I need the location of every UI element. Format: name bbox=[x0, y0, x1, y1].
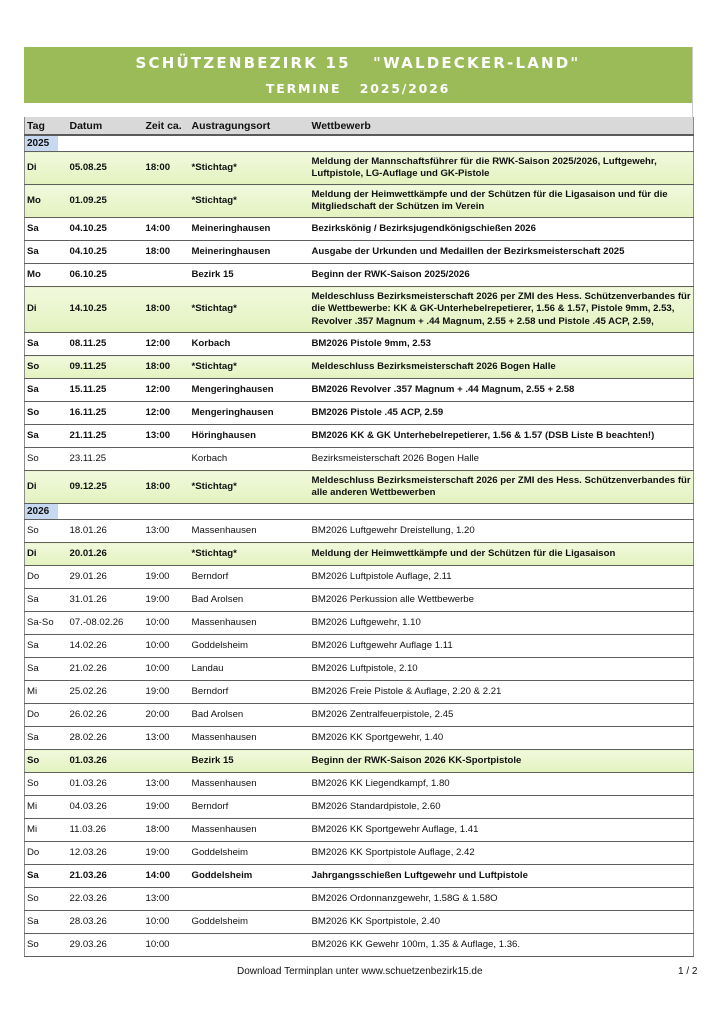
cell-wettbewerb: BM2026 Luftpistole Auflage, 2.11 bbox=[310, 566, 694, 589]
year-row-2026 bbox=[25, 504, 694, 520]
column-header-ort: Austragungsort bbox=[188, 117, 310, 135]
cell-tag: Mo bbox=[25, 185, 60, 218]
table-row bbox=[25, 566, 694, 589]
table-row bbox=[25, 796, 694, 819]
cell-zeit: 13:00 bbox=[142, 888, 188, 911]
cell-datum: 01.03.26 bbox=[60, 750, 142, 773]
cell-ort: *Stichtag* bbox=[188, 543, 310, 566]
table-row bbox=[25, 888, 694, 911]
table-row bbox=[25, 865, 694, 888]
cell-zeit: 13:00 bbox=[142, 727, 188, 750]
cell-tag: Sa bbox=[25, 589, 60, 612]
cell-datum: 21.03.26 bbox=[60, 865, 142, 888]
cell-datum: 09.12.25 bbox=[60, 471, 142, 504]
cell-datum: 08.11.25 bbox=[60, 333, 142, 356]
table-row bbox=[25, 218, 694, 241]
table-row bbox=[25, 681, 694, 704]
cell-tag: Sa-So bbox=[25, 612, 60, 635]
cell-wettbewerb: BM2026 Revolver .357 Magnum + .44 Magnum, 2.55 + 2.58 bbox=[310, 379, 694, 402]
cell-tag: Sa bbox=[25, 333, 60, 356]
table-row bbox=[25, 704, 694, 727]
cell-wettbewerb: Bezirkskönig / Bezirksjugendkönigschießen 2026 bbox=[310, 218, 694, 241]
cell-tag: Di bbox=[25, 287, 60, 333]
cell-ort: *Stichtag* bbox=[188, 185, 310, 218]
cell-ort: *Stichtag* bbox=[188, 471, 310, 504]
cell-datum: 21.11.25 bbox=[60, 425, 142, 448]
cell-wettbewerb: BM2026 Luftgewehr Dreistellung, 1.20 bbox=[310, 520, 694, 543]
cell-tag: So bbox=[25, 520, 60, 543]
cell-tag: Sa bbox=[25, 425, 60, 448]
cell-zeit: 19:00 bbox=[142, 566, 188, 589]
table-row bbox=[25, 264, 694, 287]
cell-datum: 14.02.26 bbox=[60, 635, 142, 658]
cell-datum: 11.03.26 bbox=[60, 819, 142, 842]
cell-wettbewerb: BM2026 Freie Pistole & Auflage, 2.20 & 2.21 bbox=[310, 681, 694, 704]
cell-tag: So bbox=[25, 773, 60, 796]
cell-wettbewerb: BM2026 KK Sportgewehr, 1.40 bbox=[310, 727, 694, 750]
cell-ort: Massenhausen bbox=[188, 773, 310, 796]
cell-ort: Bezirk 15 bbox=[188, 750, 310, 773]
cell-zeit: 18:00 bbox=[142, 152, 188, 185]
cell-wettbewerb: Beginn der RWK-Saison 2025/2026 bbox=[310, 264, 694, 287]
cell-wettbewerb: BM2026 Pistole 9mm, 2.53 bbox=[310, 333, 694, 356]
cell-datum: 12.03.26 bbox=[60, 842, 142, 865]
cell-datum: 04.10.25 bbox=[60, 218, 142, 241]
table-row bbox=[25, 425, 694, 448]
cell-ort: Berndorf bbox=[188, 566, 310, 589]
cell-ort: Goddelsheim bbox=[188, 911, 310, 934]
cell-zeit: 18:00 bbox=[142, 471, 188, 504]
cell-datum: 06.10.25 bbox=[60, 264, 142, 287]
cell-ort: Bad Arolsen bbox=[188, 589, 310, 612]
cell-wettbewerb: Meldeschluss Bezirksmeisterschaft 2026 Bogen Halle bbox=[310, 356, 694, 379]
cell-datum: 28.03.26 bbox=[60, 911, 142, 934]
table-row bbox=[25, 379, 694, 402]
cell-datum: 29.01.26 bbox=[60, 566, 142, 589]
cell-wettbewerb: Ausgabe der Urkunden und Medaillen der Bezirksmeisterschaft 2025 bbox=[310, 241, 694, 264]
cell-wettbewerb: BM2026 KK Sportpistole Auflage, 2.42 bbox=[310, 842, 694, 865]
table-row bbox=[25, 448, 694, 471]
cell-ort: Bezirk 15 bbox=[188, 264, 310, 287]
cell-datum: 23.11.25 bbox=[60, 448, 142, 471]
cell-tag: Do bbox=[25, 704, 60, 727]
table-row-deadline bbox=[25, 152, 694, 185]
cell-ort: Korbach bbox=[188, 448, 310, 471]
cell-tag: Di bbox=[25, 471, 60, 504]
cell-zeit: 19:00 bbox=[142, 589, 188, 612]
cell-tag: Mi bbox=[25, 796, 60, 819]
cell-ort: Mengeringhausen bbox=[188, 402, 310, 425]
table-row bbox=[25, 727, 694, 750]
cell-tag: Sa bbox=[25, 241, 60, 264]
cell-tag: Sa bbox=[25, 635, 60, 658]
cell-datum: 15.11.25 bbox=[60, 379, 142, 402]
cell-zeit: 10:00 bbox=[142, 635, 188, 658]
year-label: 2026 bbox=[25, 504, 58, 519]
table-row-deadline bbox=[25, 185, 694, 218]
cell-ort: *Stichtag* bbox=[188, 152, 310, 185]
cell-ort bbox=[188, 934, 310, 957]
cell-ort: Massenhausen bbox=[188, 612, 310, 635]
cell-tag: Mo bbox=[25, 264, 60, 287]
cell-tag: So bbox=[25, 888, 60, 911]
table-row-deadline bbox=[25, 287, 694, 333]
cell-wettbewerb: Beginn der RWK-Saison 2026 KK-Sportpistole bbox=[310, 750, 694, 773]
cell-datum: 09.11.25 bbox=[60, 356, 142, 379]
cell-datum: 26.02.26 bbox=[60, 704, 142, 727]
document-subtitle: TERMINE 2025/2026 bbox=[265, 81, 451, 96]
cell-wettbewerb: Meldung der Heimwettkämpfe und der Schützen für die Ligasaison und für die Mitgliedschaft der Schützen im Verein bbox=[310, 185, 694, 218]
cell-wettbewerb: BM2026 KK Gewehr 100m, 1.35 & Auflage, 1.36. bbox=[310, 934, 694, 957]
cell-ort: Goddelsheim bbox=[188, 865, 310, 888]
cell-zeit bbox=[142, 543, 188, 566]
year-label: 2025 bbox=[25, 136, 58, 151]
cell-datum: 20.01.26 bbox=[60, 543, 142, 566]
cell-tag: Sa bbox=[25, 865, 60, 888]
cell-zeit: 18:00 bbox=[142, 241, 188, 264]
cell-zeit: 13:00 bbox=[142, 520, 188, 543]
cell-tag: Sa bbox=[25, 218, 60, 241]
year-cell bbox=[25, 135, 694, 152]
cell-wettbewerb: BM2026 KK Sportgewehr Auflage, 1.41 bbox=[310, 819, 694, 842]
cell-zeit bbox=[142, 264, 188, 287]
cell-tag: So bbox=[25, 448, 60, 471]
cell-ort: Goddelsheim bbox=[188, 842, 310, 865]
cell-wettbewerb: BM2026 KK & GK Unterhebelrepetierer, 1.56 & 1.57 (DSB Liste B beachten!) bbox=[310, 425, 694, 448]
cell-ort: Massenhausen bbox=[188, 520, 310, 543]
cell-tag: Do bbox=[25, 842, 60, 865]
cell-ort: Berndorf bbox=[188, 796, 310, 819]
table-row bbox=[25, 402, 694, 425]
cell-zeit: 14:00 bbox=[142, 865, 188, 888]
table-row bbox=[25, 911, 694, 934]
cell-zeit bbox=[142, 448, 188, 471]
cell-ort: Berndorf bbox=[188, 681, 310, 704]
cell-datum: 28.02.26 bbox=[60, 727, 142, 750]
cell-wettbewerb: Meldung der Mannschaftsführer für die RWK-Saison 2025/2026, Luftgewehr, Luftpistole, LG-Auflage und GK-Pistole bbox=[310, 152, 694, 185]
cell-zeit bbox=[142, 750, 188, 773]
cell-zeit: 10:00 bbox=[142, 658, 188, 681]
cell-datum: 05.08.25 bbox=[60, 152, 142, 185]
cell-datum: 22.03.26 bbox=[60, 888, 142, 911]
cell-zeit: 13:00 bbox=[142, 425, 188, 448]
cell-ort: Meineringhausen bbox=[188, 241, 310, 264]
cell-wettbewerb: Jahrgangsschießen Luftgewehr und Luftpistole bbox=[310, 865, 694, 888]
cell-ort: Mengeringhausen bbox=[188, 379, 310, 402]
cell-datum: 21.02.26 bbox=[60, 658, 142, 681]
cell-datum: 07.-08.02.26 bbox=[60, 612, 142, 635]
cell-datum: 01.03.26 bbox=[60, 773, 142, 796]
cell-ort: Massenhausen bbox=[188, 819, 310, 842]
cell-ort: Bad Arolsen bbox=[188, 704, 310, 727]
cell-tag: Di bbox=[25, 543, 60, 566]
document-title: SCHÜTZENBEZIRK 15 "WALDECKER-LAND" bbox=[135, 54, 581, 72]
cell-datum: 04.03.26 bbox=[60, 796, 142, 819]
cell-tag: Sa bbox=[25, 911, 60, 934]
cell-datum: 31.01.26 bbox=[60, 589, 142, 612]
cell-tag: Di bbox=[25, 152, 60, 185]
cell-wettbewerb: BM2026 Perkussion alle Wettbewerbe bbox=[310, 589, 694, 612]
cell-zeit: 19:00 bbox=[142, 842, 188, 865]
column-header-tag: Tag bbox=[25, 117, 60, 135]
table-row bbox=[25, 658, 694, 681]
cell-zeit: 18:00 bbox=[142, 819, 188, 842]
cell-ort: Meineringhausen bbox=[188, 218, 310, 241]
year-cell bbox=[25, 504, 694, 520]
footer-download-note: Download Terminplan unter www.schuetzenbezirk15.de bbox=[237, 966, 483, 977]
cell-zeit: 14:00 bbox=[142, 218, 188, 241]
cell-zeit: 10:00 bbox=[142, 612, 188, 635]
cell-zeit bbox=[142, 185, 188, 218]
cell-datum: 25.02.26 bbox=[60, 681, 142, 704]
cell-wettbewerb: BM2026 Ordonnanzgewehr, 1.58G & 1.58O bbox=[310, 888, 694, 911]
cell-wettbewerb: BM2026 KK Sportpistole, 2.40 bbox=[310, 911, 694, 934]
table-row bbox=[25, 819, 694, 842]
table-row bbox=[25, 773, 694, 796]
cell-zeit: 12:00 bbox=[142, 379, 188, 402]
cell-datum: 04.10.25 bbox=[60, 241, 142, 264]
schedule-table bbox=[24, 117, 694, 957]
cell-datum: 14.10.25 bbox=[60, 287, 142, 333]
cell-zeit: 20:00 bbox=[142, 704, 188, 727]
cell-tag: Mi bbox=[25, 819, 60, 842]
cell-wettbewerb: BM2026 Luftgewehr, 1.10 bbox=[310, 612, 694, 635]
cell-wettbewerb: BM2026 Zentralfeuerpistole, 2.45 bbox=[310, 704, 694, 727]
cell-ort: Korbach bbox=[188, 333, 310, 356]
column-header-wettbewerb: Wettbewerb bbox=[310, 117, 694, 135]
cell-zeit: 12:00 bbox=[142, 333, 188, 356]
cell-zeit: 10:00 bbox=[142, 911, 188, 934]
table-row bbox=[25, 842, 694, 865]
cell-tag: Mi bbox=[25, 681, 60, 704]
cell-wettbewerb: Meldeschluss Bezirksmeisterschaft 2026 per ZMI des Hess. Schützenverbandes für die Wettbewerbe: KK & GK-Unterhebelrepetierer, 1.56 & 1.57, Pistole 9mm, 2.53, Revolver .357 Magnum + .44 Magnum, 2.55 + 2.58 und Pistole .45 ACP, 2.59, bbox=[310, 287, 694, 333]
cell-wettbewerb: Bezirksmeisterschaft 2026 Bogen Halle bbox=[310, 448, 694, 471]
table-row bbox=[25, 635, 694, 658]
cell-zeit: 18:00 bbox=[142, 287, 188, 333]
cell-zeit: 19:00 bbox=[142, 681, 188, 704]
cell-zeit: 18:00 bbox=[142, 356, 188, 379]
cell-ort bbox=[188, 888, 310, 911]
table-row bbox=[25, 589, 694, 612]
column-header-datum: Datum bbox=[60, 117, 142, 135]
cell-tag: Do bbox=[25, 566, 60, 589]
cell-datum: 18.01.26 bbox=[60, 520, 142, 543]
cell-tag: Sa bbox=[25, 727, 60, 750]
cell-ort: Landau bbox=[188, 658, 310, 681]
cell-tag: So bbox=[25, 356, 60, 379]
cell-tag: So bbox=[25, 402, 60, 425]
table-row bbox=[25, 333, 694, 356]
table-row bbox=[25, 520, 694, 543]
cell-datum: 01.09.25 bbox=[60, 185, 142, 218]
cell-datum: 29.03.26 bbox=[60, 934, 142, 957]
cell-datum: 16.11.25 bbox=[60, 402, 142, 425]
spacer-row bbox=[24, 103, 693, 117]
cell-wettbewerb: BM2026 Luftgewehr Auflage 1.11 bbox=[310, 635, 694, 658]
cell-wettbewerb: Meldung der Heimwettkämpfe und der Schützen für die Ligasaison bbox=[310, 543, 694, 566]
cell-wettbewerb: BM2026 Standardpistole, 2.60 bbox=[310, 796, 694, 819]
cell-ort: Goddelsheim bbox=[188, 635, 310, 658]
cell-tag: Sa bbox=[25, 658, 60, 681]
page-number: 1 / 2 bbox=[678, 966, 698, 977]
cell-wettbewerb: Meldeschluss Bezirksmeisterschaft 2026 per ZMI des Hess. Schützenverbandes für alle anderen Wettbewerben bbox=[310, 471, 694, 504]
cell-zeit: 10:00 bbox=[142, 934, 188, 957]
cell-zeit: 12:00 bbox=[142, 402, 188, 425]
cell-tag: So bbox=[25, 750, 60, 773]
schedule-sheet bbox=[24, 47, 693, 957]
cell-ort: Massenhausen bbox=[188, 727, 310, 750]
table-row-deadline bbox=[25, 543, 694, 566]
column-header-zeit: Zeit ca. bbox=[142, 117, 188, 135]
table-row bbox=[25, 241, 694, 264]
schedule-body bbox=[25, 135, 694, 957]
cell-wettbewerb: BM2026 KK Liegendkampf, 1.80 bbox=[310, 773, 694, 796]
column-header-row bbox=[25, 117, 694, 135]
cell-ort: *Stichtag* bbox=[188, 287, 310, 333]
cell-tag: Sa bbox=[25, 379, 60, 402]
cell-zeit: 19:00 bbox=[142, 796, 188, 819]
cell-ort: Höringhausen bbox=[188, 425, 310, 448]
year-row-2025 bbox=[25, 135, 694, 152]
table-row bbox=[25, 934, 694, 957]
table-row-deadline bbox=[25, 471, 694, 504]
table-row-deadline bbox=[25, 356, 694, 379]
cell-ort: *Stichtag* bbox=[188, 356, 310, 379]
cell-wettbewerb: BM2026 Luftpistole, 2.10 bbox=[310, 658, 694, 681]
cell-zeit: 13:00 bbox=[142, 773, 188, 796]
table-row bbox=[25, 612, 694, 635]
cell-tag: So bbox=[25, 934, 60, 957]
title-band bbox=[24, 47, 693, 103]
cell-wettbewerb: BM2026 Pistole .45 ACP, 2.59 bbox=[310, 402, 694, 425]
table-row-deadline bbox=[25, 750, 694, 773]
